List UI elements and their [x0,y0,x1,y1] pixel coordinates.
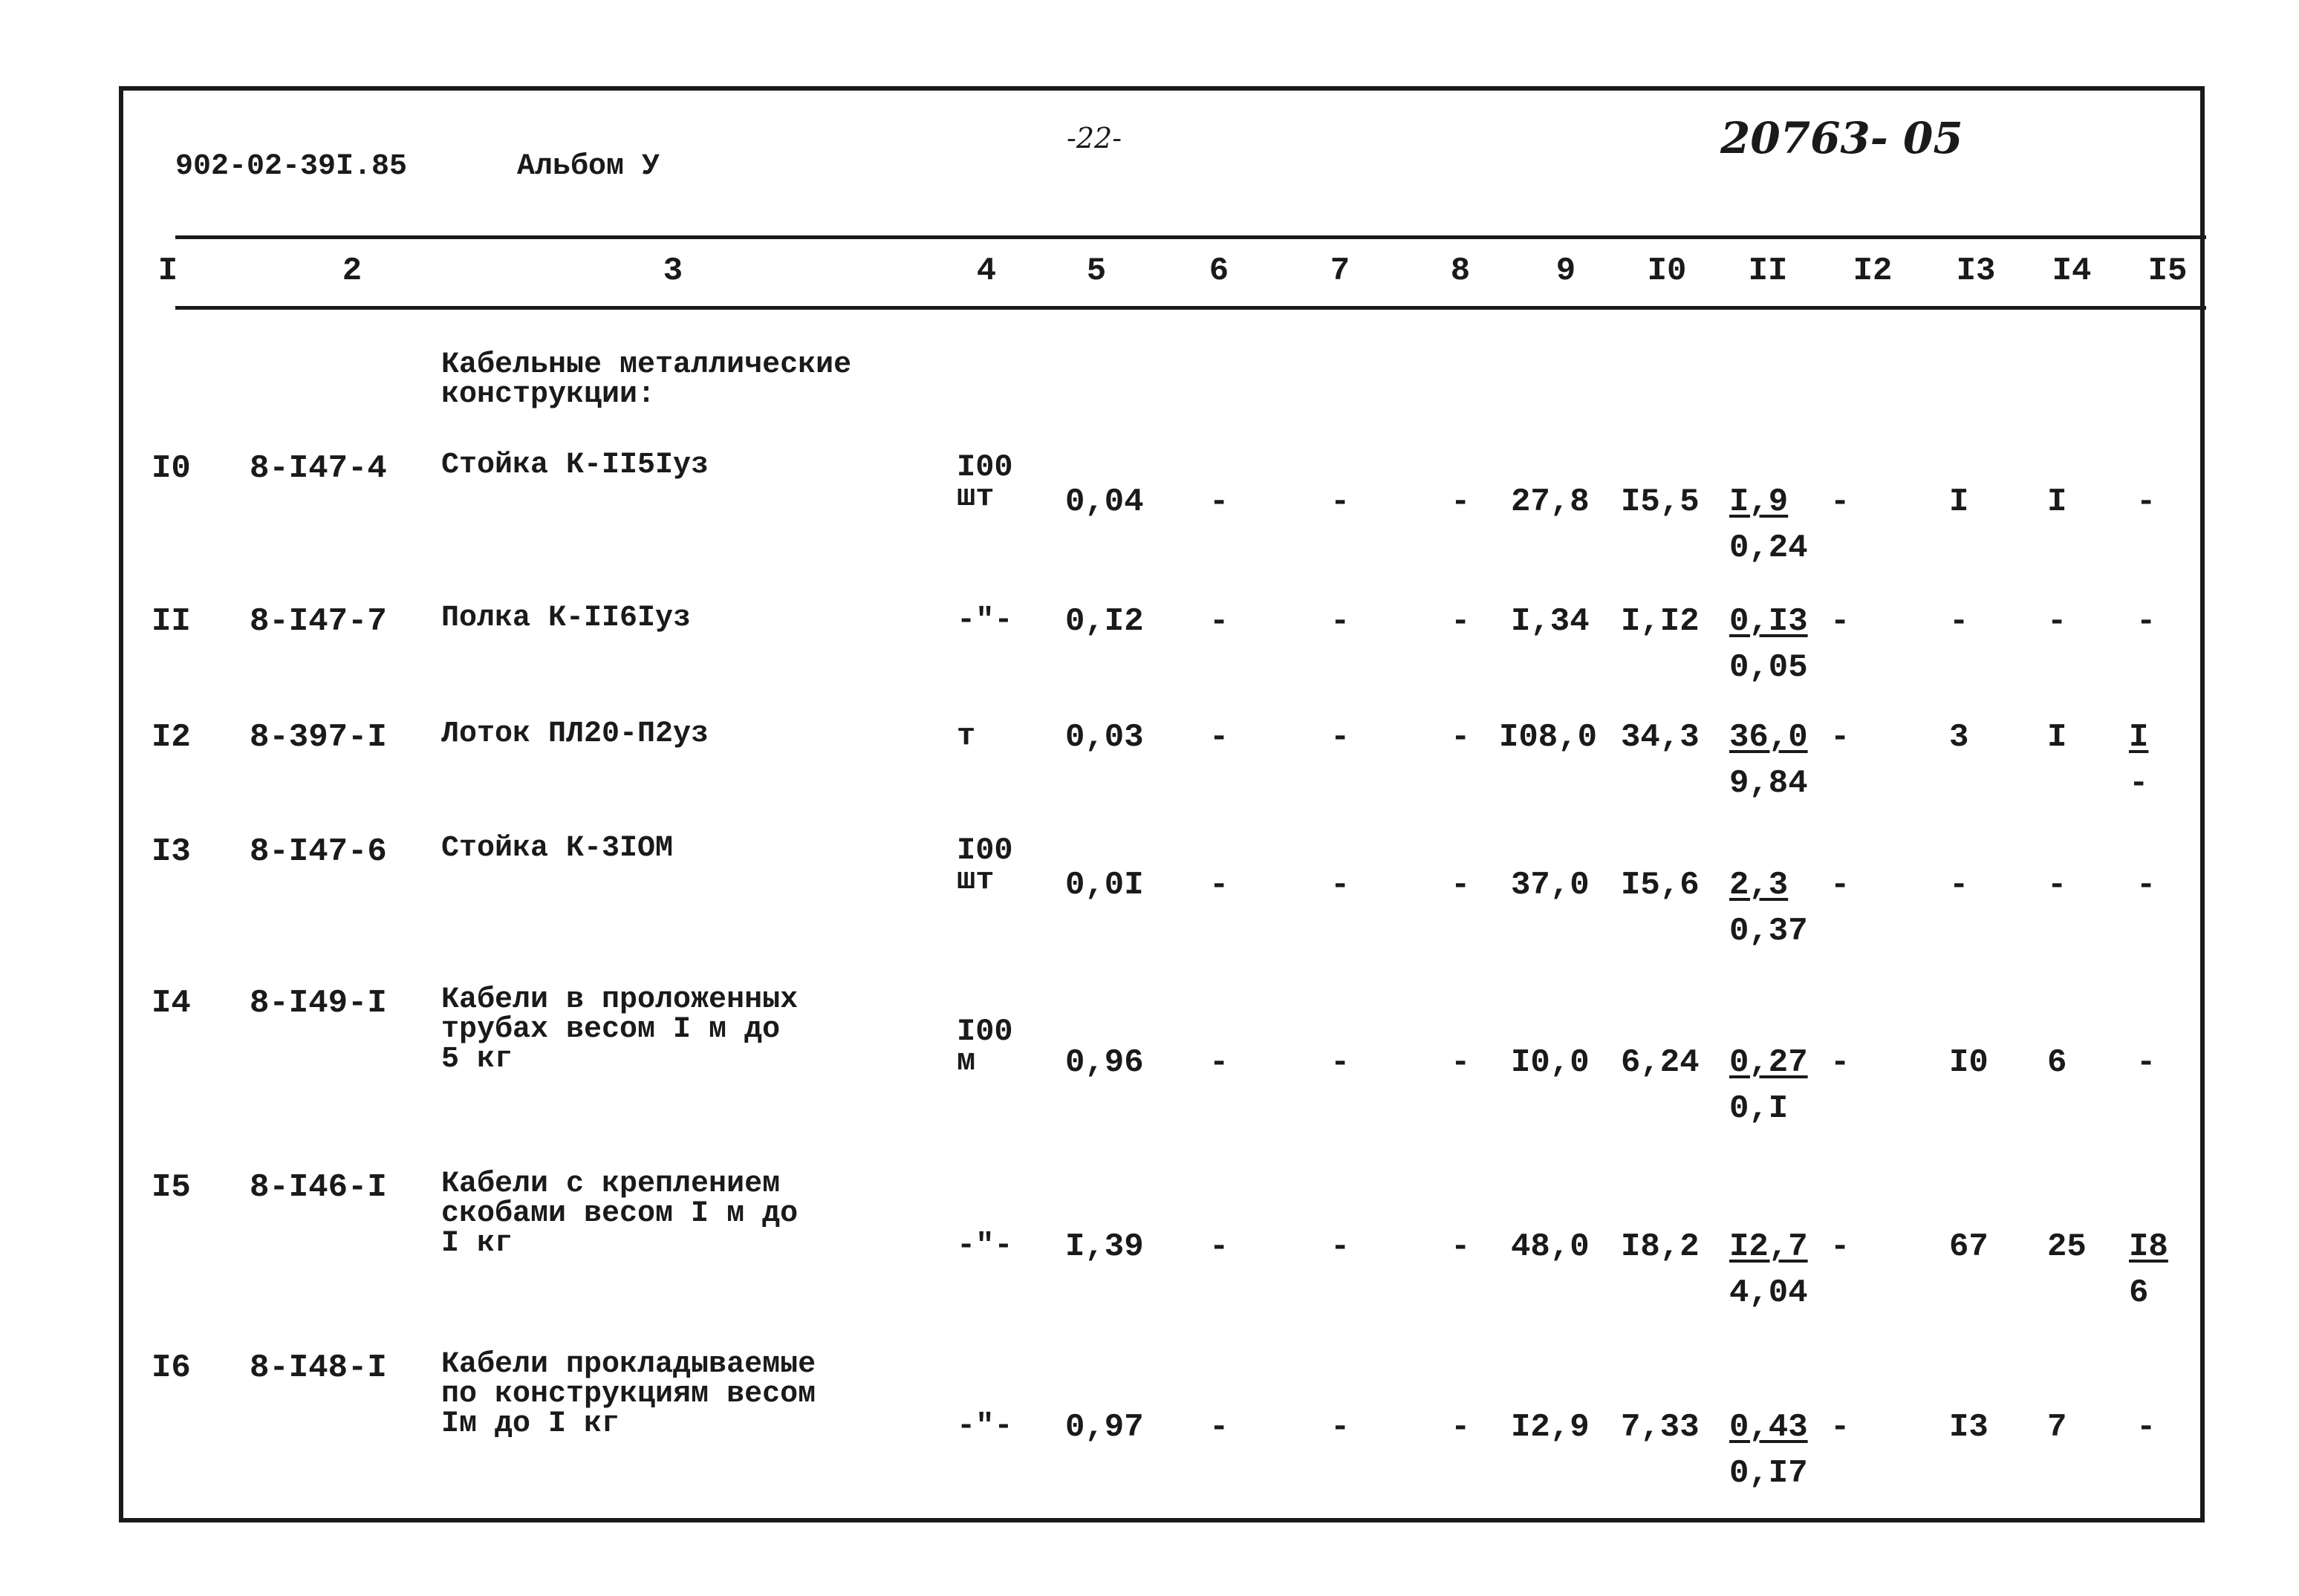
row-col-15: - [2136,483,2156,521]
row-col-8: - [1451,603,1471,640]
row-col-9: I,34 [1511,603,1590,640]
row-col-8: - [1451,1409,1471,1446]
row-col-13: I [1949,483,1969,521]
row-col-10: I5,6 [1621,867,1700,904]
row-code: 8-I48-I [250,1349,387,1387]
row-col-15: - [2136,1044,2156,1081]
row-code: 8-I47-6 [250,833,387,870]
row-unit: -"- [957,1408,1013,1444]
row-col-11-denominator: 0,37 [1729,913,1808,950]
row-col-9: 27,8 [1511,483,1590,521]
row-unit: I00 м [957,1014,1013,1079]
row-col-5: 0,0I [1065,867,1144,904]
row-description: Лоток ПЛ20-П2уз [441,717,709,751]
row-col-7: - [1330,483,1350,521]
table-header-rule [175,306,2206,310]
row-col-8: - [1451,867,1471,904]
row-col-7: - [1330,719,1350,756]
row-col-11-denominator: 0,I [1729,1090,1789,1127]
row-col-6: - [1209,483,1229,521]
row-unit: -"- [957,1228,1013,1263]
row-unit: т [957,718,976,754]
column-header-10: I0 [1647,253,1687,290]
row-code: 8-I47-4 [250,450,387,487]
row-col-10: I5,5 [1621,483,1700,521]
row-col-11-numerator: 0,I3 [1729,603,1808,640]
row-col-14: - [2047,867,2067,904]
row-col-15-denominator: - [2129,765,2149,802]
row-col-8: - [1451,483,1471,521]
column-header-6: 6 [1209,253,1229,290]
row-description: Кабели с креплением скобами весом I м до I кг [441,1167,799,1260]
row-col-7: - [1330,867,1350,904]
section-title: Кабельные металлические конструкции: [441,348,852,411]
page-number: -22- [1067,122,1122,154]
column-header-11: II [1748,253,1788,290]
row-col-9: I2,9 [1511,1409,1590,1446]
row-col-11-numerator: I2,7 [1729,1228,1808,1266]
row-unit: I00 шт [957,449,1013,515]
row-col-5: I,39 [1065,1228,1144,1266]
row-col-14: 25 [2047,1228,2087,1266]
column-header-14: I4 [2052,253,2092,290]
row-col-11-denominator: 0,I7 [1729,1455,1808,1492]
row-number: I6 [152,1349,191,1387]
row-col-15: - [2136,867,2156,904]
row-col-12: - [1830,867,1850,904]
row-col-7: - [1330,1044,1350,1081]
column-header-1: I [157,253,178,290]
row-col-11-numerator: 0,43 [1729,1409,1808,1446]
row-col-8: - [1451,1044,1471,1081]
row-col-9: I0,0 [1511,1044,1590,1081]
row-col-15-numerator: I8 [2129,1228,2168,1266]
row-col-11-numerator: 36,0 [1729,719,1808,756]
row-col-13: - [1949,867,1969,904]
row-col-11-numerator: I,9 [1729,483,1789,521]
row-col-11-denominator: 9,84 [1729,765,1808,802]
row-code: 8-397-I [250,719,387,756]
document-number: 20763- 05 [1720,113,1963,163]
document-code: 902-02-39I.85 [175,150,408,183]
row-col-5: 0,I2 [1065,603,1144,640]
row-col-12: - [1830,1228,1850,1266]
row-col-15-denominator: 6 [2129,1274,2149,1312]
row-col-5: 0,96 [1065,1044,1144,1081]
row-col-5: 0,04 [1065,483,1144,521]
row-col-14: - [2047,603,2067,640]
row-col-8: - [1451,1228,1471,1266]
row-description: Стойка К-II5Iуз [441,449,709,482]
column-header-7: 7 [1330,253,1350,290]
album-label: Альбом У [517,150,660,183]
row-number: II [152,603,191,640]
row-col-12: - [1830,603,1850,640]
row-col-11-denominator: 4,04 [1729,1274,1808,1312]
row-col-5: 0,03 [1065,719,1144,756]
column-header-15: I5 [2147,253,2188,290]
row-col-15: - [2136,603,2156,640]
row-col-12: - [1830,1409,1850,1446]
row-unit: I00 шт [957,833,1013,898]
row-col-9: 48,0 [1511,1228,1590,1266]
row-description: Стойка К-3IОМ [441,832,674,865]
row-col-10: 7,33 [1621,1409,1700,1446]
row-col-12: - [1830,1044,1850,1081]
row-number: I2 [152,719,191,756]
row-col-10: I,I2 [1621,603,1700,640]
table-top-rule [175,235,2206,239]
row-col-14: 7 [2047,1409,2067,1446]
row-col-6: - [1209,719,1229,756]
row-col-13: I3 [1949,1409,1989,1446]
row-col-5: 0,97 [1065,1409,1144,1446]
row-number: I5 [152,1169,191,1206]
column-header-13: I3 [1956,253,1996,290]
row-col-13: 3 [1949,719,1969,756]
column-header-2: 2 [342,253,362,290]
row-col-13: 67 [1949,1228,1989,1266]
row-col-13: - [1949,603,1969,640]
row-col-10: 34,3 [1621,719,1700,756]
row-col-10: I8,2 [1621,1228,1700,1266]
row-col-14: I [2047,483,2067,521]
row-code: 8-I49-I [250,985,387,1022]
row-description: Кабели прокладываемые по конструкциям весом Iм до I кг [441,1348,816,1441]
row-col-15: - [2136,1409,2156,1446]
row-number: I4 [152,985,191,1022]
row-col-15-numerator: I [2129,719,2149,756]
row-col-7: - [1330,1228,1350,1266]
column-header-3: 3 [663,253,683,290]
row-col-7: - [1330,1409,1350,1446]
row-col-11-denominator: 0,05 [1729,649,1808,686]
row-col-9: 37,0 [1511,867,1590,904]
row-col-6: - [1209,603,1229,640]
row-description: Кабели в проложенных трубах весом I м до 5 кг [441,983,799,1076]
document-sheet [119,86,2205,1522]
row-col-12: - [1830,719,1850,756]
column-header-8: 8 [1450,253,1471,290]
row-col-14: I [2047,719,2067,756]
row-col-14: 6 [2047,1044,2067,1081]
row-code: 8-I46-I [250,1169,387,1206]
column-header-4: 4 [976,253,997,290]
row-description: Полка К-II6Iуз [441,602,692,635]
row-col-6: - [1209,867,1229,904]
row-col-8: - [1451,719,1471,756]
row-number: I3 [152,833,191,870]
row-col-9: I08,0 [1499,719,1598,756]
column-header-9: 9 [1555,253,1576,290]
row-col-12: - [1830,483,1850,521]
row-col-6: - [1209,1044,1229,1081]
row-col-6: - [1209,1228,1229,1266]
row-code: 8-I47-7 [250,603,387,640]
column-header-5: 5 [1086,253,1107,290]
row-col-6: - [1209,1409,1229,1446]
row-col-7: - [1330,603,1350,640]
column-header-12: I2 [1853,253,1893,290]
row-unit: -"- [957,602,1013,638]
row-col-11-numerator: 0,27 [1729,1044,1808,1081]
row-col-13: I0 [1949,1044,1989,1081]
row-col-11-numerator: 2,3 [1729,867,1789,904]
row-col-11-denominator: 0,24 [1729,530,1808,567]
row-number: I0 [152,450,191,487]
row-col-10: 6,24 [1621,1044,1700,1081]
